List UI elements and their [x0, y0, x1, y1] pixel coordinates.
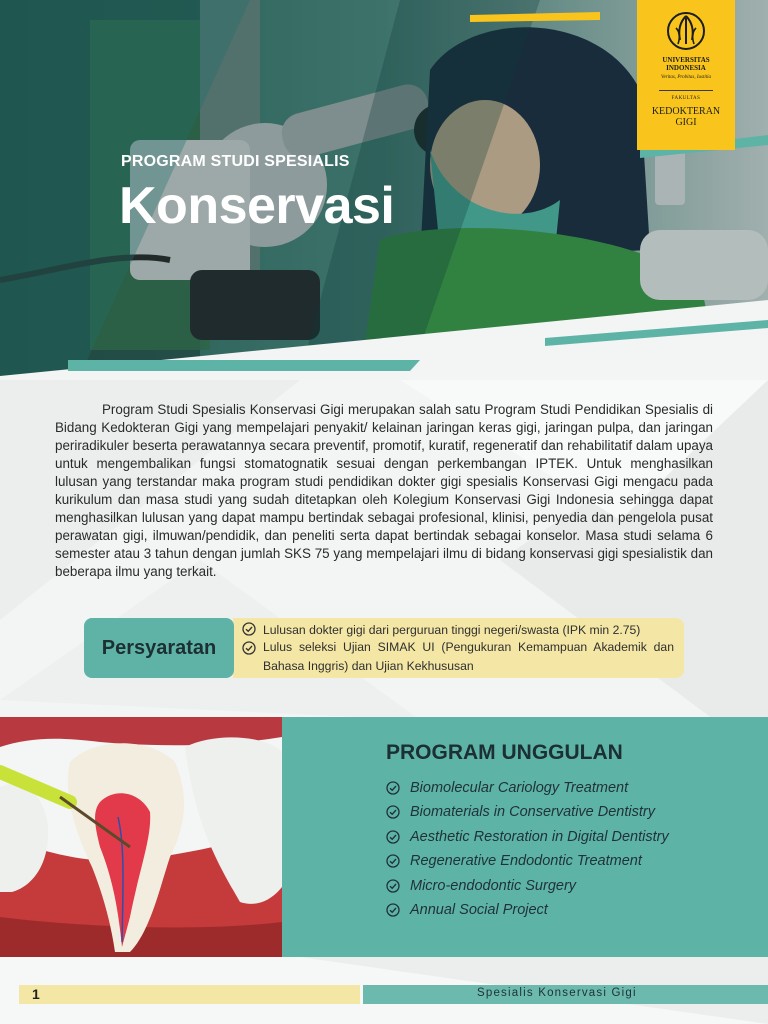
logo-faculty-line2: GIGI [675, 117, 697, 128]
program-text: Annual Social Project [410, 902, 548, 918]
logo-faculty-small: FAKULTAS [671, 96, 701, 101]
check-circle-icon [386, 879, 400, 893]
requirement-item [242, 638, 674, 676]
makara-emblem-icon [666, 10, 706, 52]
requirement-text: Lulus seleksi Ujian SIMAK UI (Pengukuran Kemampuan Akademik dan Bahasa Inggris) dan Ujian Kekhususan [263, 640, 674, 673]
program-item [386, 829, 669, 845]
requirement-text: Lulusan dokter gigi dari perguruan tinggi negeri/swasta (IPK min 2.75) [263, 623, 641, 637]
program-item [386, 780, 628, 796]
program-item [386, 853, 642, 869]
program-text: Micro-endodontic Surgery [410, 878, 577, 894]
check-circle-icon [242, 622, 256, 636]
program-item [386, 878, 576, 894]
program-subtitle: PROGRAM STUDI SPESIALIS [121, 153, 350, 170]
footer-text: Spesialis Konservasi Gigi [477, 987, 637, 999]
check-circle-icon [386, 903, 400, 917]
logo-divider [659, 90, 713, 91]
program-text: Biomaterials in Conservative Dentistry [410, 804, 655, 820]
intro-paragraph: Program Studi Spesialis Konservasi Gigi merupakan salah satu Program Studi Pendidikan Spesialis di Bidang Kedokteran Gigi yang mempelajari penyakit/ kelainan jaringan keras gigi, jaringan pulpa, dan jaringan periradikuler beserta perawatannya secara preventif, promotif, kuratif, regeneratif dan rehabilitatif dalam upaya untuk mengembalikan fungsi stomatognatik sesuai dengan perkembangan IPTEK. Untuk menghasilkan lulusan yang terstandar maka program studi pendidikan dokter gigi spesialis Konservasi Gigi mengacu pada kurikulum dan masa studi yang sudah ditetapkan oleh Kolegium Konservasi Gigi Indonesia sehingga dapat menghasilkan lulusan yang dapat mampu bertindak sebagai profesional, klinisi, penyedia dan pengelola pusat perawatan gigi, ilmuwan/pendidik, dan peneliti serta dapat bertindak sebagai konselor. Masa studi selama 6 semester atau 3 tahun dengan jumlah SKS 75 yang mempelajari ilmu di bidang konservasi gigi spesialistik dan beberapa ilmu yang terkait. [55, 402, 713, 579]
program-title: PROGRAM UNGGULAN [386, 741, 623, 764]
root-canal-image [0, 717, 282, 957]
logo-faculty-line1: KEDOKTERAN [651, 106, 721, 117]
footer-bar-left [19, 985, 360, 1004]
logo-motto: Veritas, Probitas, Iustitia [660, 75, 712, 80]
check-circle-icon [386, 854, 400, 868]
tooth-illustration [0, 717, 282, 957]
program-item [386, 902, 548, 918]
check-circle-icon [386, 805, 400, 819]
program-text: Aesthetic Restoration in Digital Dentistry [410, 829, 669, 845]
requirements-label [84, 618, 234, 678]
check-circle-icon [386, 781, 400, 795]
logo-univ-line1: UNIVERSITAS [662, 56, 710, 64]
check-circle-icon [242, 641, 256, 655]
page-number: 1 [32, 986, 40, 1002]
university-logo [637, 0, 735, 150]
requirements-label-text: Persyaratan [101, 636, 217, 659]
check-circle-icon [386, 830, 400, 844]
logo-univ-line2: INDONESIA [666, 64, 706, 72]
program-text: Regenerative Endodontic Treatment [410, 853, 642, 869]
page-title: Konservasi [119, 177, 395, 235]
program-item [386, 804, 655, 820]
program-text: Biomolecular Cariology Treatment [410, 780, 629, 796]
